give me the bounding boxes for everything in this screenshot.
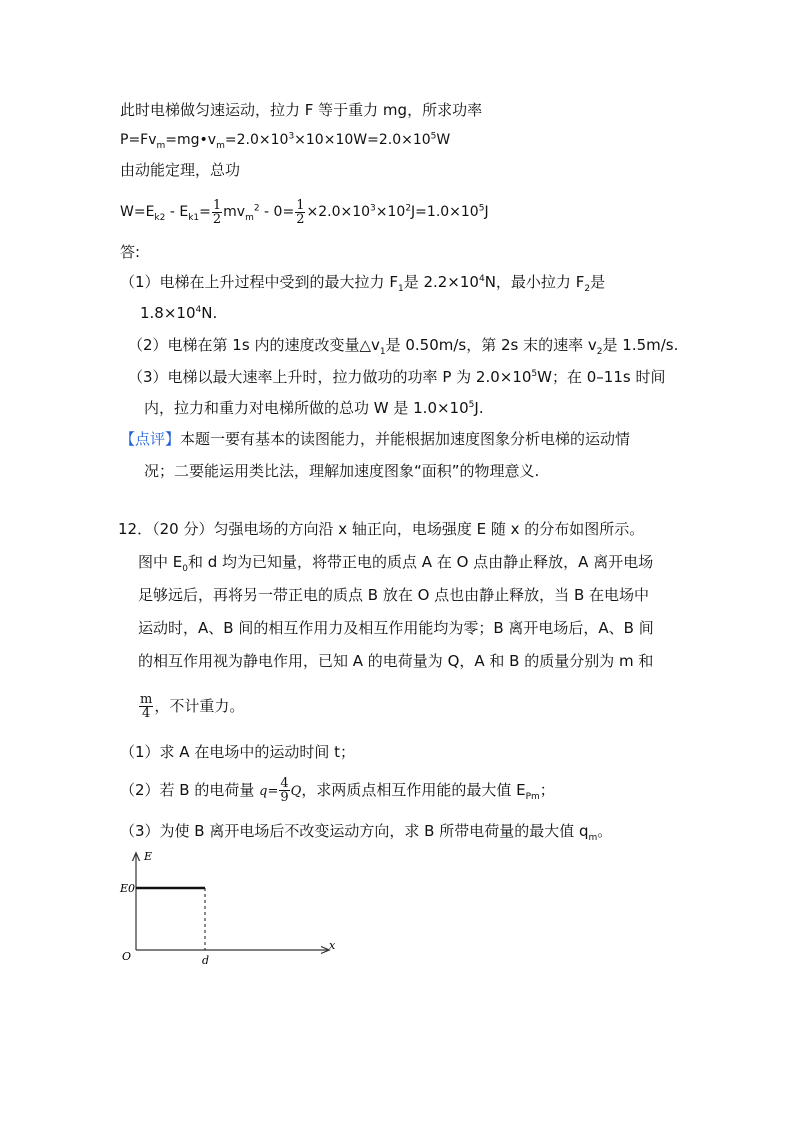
e0-label: E0 xyxy=(120,882,136,895)
comment-line-1: 【点评】本题一要有基本的读图能力，并能根据加速度图象分析电梯的运动情 xyxy=(120,430,631,448)
fraction-one-half: $\frac{1}{2}$ xyxy=(212,197,222,227)
question-1: （1）求 A 在电场中的运动时间 t； xyxy=(120,743,355,761)
problem-12-line-4: 运动时，A、B 间的相互作用力及相互作用能均为零；B 离开电场后，A、B 间 xyxy=(138,619,654,637)
answer-3-line-2: 内，拉力和重力对电梯所做的总功 W 是 $1.0\times 10^5J$. xyxy=(144,399,484,417)
y-axis-label: E xyxy=(144,850,153,863)
answer-1-line-1: （1）电梯在上升过程中受到的最大拉力 $F_1$是 $2.2\times 10^4N$，最小拉力 $F_2$是 xyxy=(120,273,606,294)
question-2: （2）若 B 的电荷量 q= $\frac{4}{9}$ Q，求两质点相互作用能的最大值 $E_{Pm}$； xyxy=(120,776,555,805)
problem-12-line-5: 的相互作用视为静电作用，已知 A 的电荷量为 Q，A 和 B 的质量分别为 m 和 xyxy=(138,652,654,670)
fraction-one-half-2: $\frac{1}{2}$ xyxy=(296,197,305,227)
problem-12-line-2: 图中 $E_0$和 d 均为已知量，将带正电的质点 A 在 O 点由静止释放，A 离开电场 xyxy=(138,553,654,574)
d-label: d xyxy=(202,954,210,967)
electric-field-graph xyxy=(116,846,346,970)
problem-12-line-6: $\frac{m}{4}$ ，不计重力。 xyxy=(140,692,245,721)
comment-tag: 【点评】 xyxy=(120,430,181,448)
origin-label: O xyxy=(122,950,132,963)
problem-12-line-3: 足够远后，再将另一带正电的质点 B 放在 O 点也由静止释放，当 B 在电场中 xyxy=(138,586,649,604)
fraction-m-over-4: $\frac{m}{4}$ xyxy=(140,692,153,721)
x-axis-label: x xyxy=(329,939,336,952)
answer-label: 答: xyxy=(120,243,141,261)
problem-12-line-1: 12．（20 分）匀强电场的方向沿 x 轴正向，电场强度 E 随 x 的分布如图所示。 xyxy=(118,520,645,538)
answer-1-line-2: $1.8\times 10^4N$. xyxy=(140,304,218,322)
answer-2: （2）电梯在第 1s 内的速度改变量$\triangle v_1$是 0.50m/s，第 2s 末的速率 $v_2$是 1.5m/s. xyxy=(128,336,679,357)
solution-line-3: 由动能定理，总功 xyxy=(120,161,241,179)
work-formula: $W=E_{k2} - E_{k1}=$ $\frac{1}{2}$ $mv_m^2 - 0=$ $\frac{1}{2}$ $\times 2.0\times 10^3\times 10^2J=1.0\times 10^5J$ xyxy=(120,197,489,227)
fraction-4-over-9: $\frac{4}{9}$ xyxy=(280,776,289,805)
solution-line-1: 此时电梯做匀速运动，拉力 F 等于重力 mg，所求功率 xyxy=(120,101,483,119)
question-3: （3）为使 B 离开电场后不改变运动方向，求 B 所带电荷量的最大值 $q_m$。 xyxy=(120,822,613,843)
answer-3-line-1: （3）电梯以最大速率上升时，拉力做功的功率 P 为 $2.0\times 10^5W$；在 0–11s 时间 xyxy=(128,368,666,386)
comment-line-2: 况；二要能运用类比法，理解加速度图象“面积”的物理意义. xyxy=(144,462,540,480)
power-formula: $P=Fv_m=mg•v_m=2.0\times 10^3\times 10\times 10W=2.0\times 10^5W$ xyxy=(120,131,451,151)
